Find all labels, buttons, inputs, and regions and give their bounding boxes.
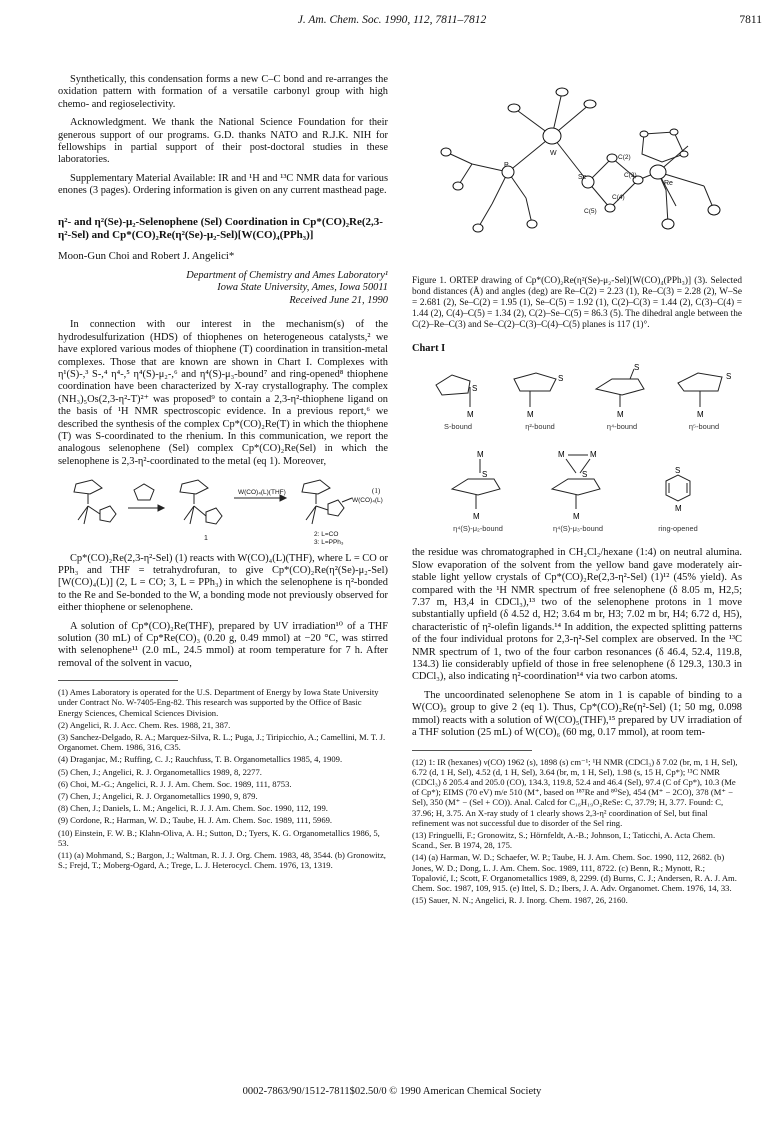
ortep-drawing [412,74,742,270]
chart-i-title: Chart I [412,343,446,354]
eta2-atom-m: M [527,410,534,420]
eta4-mu2-atom-m: M [473,512,480,522]
footnote: (15) Sauer, N. N.; Angelici, R. J. Inorg. Chem. 1987, 26, 2160. [412,895,628,906]
reaction-scheme-drawing [58,474,388,540]
ortep-label-c5: C(5) [584,208,597,215]
page-number: 7811 [739,14,762,26]
eta2-bound-drawing [500,361,580,421]
structure-eta4-s-mu2-bound [432,447,524,535]
eta4-bound-drawing [582,361,662,421]
label-eta4-bound: η⁴-bound [606,422,638,432]
ortep-label-p: P [504,162,509,169]
chart-i-structures [412,361,742,547]
eq-compound-1: 1 [204,534,208,542]
ortep-label-re: Re [664,180,673,187]
footnote: (4) Draganjac, M.; Ruffing, C. J.; Rauchfuss, T. B. Organometallics 1985, 4, 1909. [58,754,343,765]
eta4-mu3-atom-s: S [582,470,588,480]
eta4-s-mu2-drawing [438,447,518,523]
ortep-label-c4: C(4) [612,194,625,201]
eta4-mu3-atom-m: M [573,512,580,522]
right-column [412,74,742,907]
authors: Moon-Gun Choi and Robert J. Angelici* [58,249,235,262]
structure-eta4-s-mu3-bound [532,447,624,535]
ortep-label-c2: C(2) [618,154,631,161]
eta4-mu2-atom-m-top: M [477,450,484,460]
label-eta5-bound: η⁵-bound [688,422,720,432]
body-paragraph-3: A solution of Cp*(CO)₂Re(THF), prepared by UV irradiation¹⁰ of a THF solution (30 mL) of Cp*Re(CO)₃ (0.20 g, 0.49 mmol) at −20 °C, was stirred with selenophene¹¹ (2.0 mL, 24.5 mmol) at room temperature for 7 h. After removal of the solvent in vacuo, [58,620,388,669]
eta5-atom-m: M [697,410,704,420]
label-eta4-s-mu2-bound: η⁴(S)-μ₂-bound [453,524,503,534]
ortep-label-w: W [550,150,557,157]
s-bound-drawing [418,361,498,421]
left-column [58,74,388,872]
footnote: (8) Chen, J.; Daniels, L. M.; Angelici, R. J. J. Am. Chem. Soc. 1990, 112, 199. [58,803,328,814]
eta4-mu3-atom-m-left: M [558,450,565,460]
structure-s-bound [412,361,504,433]
ortep-label-se: Se [578,174,587,181]
copyright-footer: 0002-7863/90/1512-7811$02.50/0 © 1990 American Chemical Society [242,1086,542,1097]
figure-1-caption: Figure 1. ORTEP drawing of Cp*(CO)₂Re(η²(Se)-μ₂-Sel)[W(CO)₄(PPh₃)] (3). Selected bond distances (Å) and angles (deg) are Re–C(2) = 2.23 (1), Re–C(3) = 2.28 (2), W–Se = 2.681 (2), Se–C(2) = 1.95 (1), Se–C(5) = 1.92 (1), C(2)–C(3) = 1.44 (2), C(3)–C(4) = 1.44 (2), C(4)–C(5) = 1.34 (2), C(2)–Se–C(5) = 86.3 (5). The dihedral angle between the C(2)–Re–C(3) and Se–C(2)–C(3)–C(4)–C(5) planes is 117 (1)°. [412,276,742,330]
footnote: (3) Sanchez-Delgado, R. A.; Marquez-Silva, R. L.; Puga, J.; Tiripicchio, A.; Camellini, M. T. J. Organomet. Chem. 1986, 316, C35. [58,732,386,753]
eq-reagent-label: W(CO)₄(L)(THF) [238,488,286,496]
eta4-mu3-atom-m-right: M [590,450,597,460]
ortep-label-c3: C(3) [624,172,637,179]
ring-opened-atom-s: S [675,466,681,476]
footnote: (7) Chen, J.; Angelici, R. J. Organometallics 1990, 9, 879. [58,791,258,802]
footnote: (13) Fringuelli, F.; Gronowitz, S.; Hörnfeldt, A.-B.; Johnson, I.; Taticchi, A. Acta Chem. Scand., Ser. B 1974, 28, 175. [412,829,716,851]
eta4-s-mu3-drawing [538,447,618,523]
footnotes-left [58,687,388,870]
equation-1-scheme [58,474,388,544]
eta4-mu2-atom-s: S [482,470,488,480]
received-date: Received June 21, 1990 [289,294,388,306]
affiliation-department: Department of Chemistry and Ames Laboratory¹ [186,270,388,282]
eq-product-ligand: W(CO)₄(L) [352,496,383,504]
body-paragraph-2: Cp*(CO)₂Re(2,3-η²-Sel) (1) reacts with W(CO)₄(L)(THF), where L = CO or PPh₃ and THF = tetrahydrofuran, to give Cp*(CO)₂Re(η²(Se)-μ₂-Sel)[W(CO)₄(L)] (2, L = CO; 3, L = PPh₃) in which the selenophene is η²-bonded to the Re and Se-bonded to the W, a bonding mode not previously observed for either thiophene or selenophene. [58,552,388,614]
body-paragraph-1: In connection with our interest in the mechanism(s) of the hydrodesulfurization (HDS) of thiophenes on heterogeneous catalysts,² we have explored various modes of thiophene (T) coordination in transition-metal complexes. Those that are known are shown in Chart I. Complexes with η¹(S)-,³ S-,⁴ η⁴-,⁵ η⁴(S)-μ₂-,⁶ and η⁴(S)-μ₃-bound⁷ and ring-opened⁸ thiophene coordination have been characterized by X-ray crystallography. The complex (NH₃)₅Os(2,3-η²-T)²⁺ was proposed⁹ to contain a 2,3-η²-thiophene ligand on the basis of ¹H NMR spectroscopic evidence. In a previous report,⁶ we described the synthesis of the complex Cp*(CO)₂Re(T) in which the thiophene (T) was S-coordinated to the rhenium. In this communication, we report the analogous selenophene (Sel) complex Cp*(CO)₂Re(Sel) in which the selenophene is 2,3-η²-coordinated to the metal (eq 1). Moreover, [58,319,388,467]
footnote: (1) Ames Laboratory is operated for the U.S. Department of Energy by Iowa State University under Contract No. W-7405-Eng-82. This research was supported by the Office of Basic Energy Sciences, Chemical Sciences Division. [58,687,379,718]
footnotes-right [412,757,742,906]
label-s-bound: S-bound [444,422,472,432]
eq-compound-2: 2: L=CO [314,530,339,538]
footnote: (12) 1: IR (hexanes) ν(CO) 1962 (s), 1898 (s) cm⁻¹; ¹H NMR (CDCl₃) δ 7.02 (br, m, 1 H, Sel), 6.72 (d, 1 H, Sel), 4.52 (d, 1 H, Sel), 3.64 (br, m, 1 H, Sel), 1.98 (s, 15 H, Cp*); ¹³C NMR (CDCl₃) δ 205.4 and 205.0 (CO), 134.3, 119.8, 52.4 and 46.4 (Sel), 97.4 (C of Cp*), 10.3 (Me of Cp*); EIMS (70 eV) m/e 510 (M⁺, based on ¹⁸⁷Re and ⁸⁰Se), 454 (M⁺ − 2CO), 378 (M⁺ − Sel), 350 (M⁺ − (Sel + CO)). Anal. Calcd for C₁₆H₁₉O₂ReSe: C, 37.79; H, 3.77. Found: C, 37.96; H, 3.75. An X-ray study of 1 clearly shows 2,3-η² coordination of Sel, but final refinement was not successful due to disorder of the Sel ring. [412,756,738,828]
label-eta2-bound: η²-bound [525,422,555,432]
supplementary-material: Supplementary Material Available: IR and ¹H and ¹³C NMR data for various enones (3 pages). Ordering information is given on any current masthead page. [58,172,388,197]
ring-opened-drawing [638,447,718,523]
s-bound-atom-s: S [472,384,478,394]
right-body-paragraph-2: The uncoordinated selenophene Se atom in 1 is capable of binding to a W(CO)₅ group to give 2 (eq 1). Thus, Cp*(CO)₂Re(η²-Sel) (1; 50 mg, 0.098 mmol) reacts with a solution of W(CO)₅(THF),¹⁵ prepared by UV irradiation of a THF solution (25 mL) of W(CO)₆ (60 mg, 0.17 mmol), at room tem- [412,689,742,739]
ortep-figure [412,74,742,270]
footnote-divider [58,680,178,681]
footnote: (9) Cordone, R.; Harman, W. D.; Taube, H. J. Am. Chem. Soc. 1989, 111, 5969. [58,815,333,826]
journal-citation: J. Am. Chem. Soc. 1990, 112, 7811–7812 [297,14,487,26]
ring-opened-atom-m: M [675,504,682,514]
eta4-atom-m: M [617,410,624,420]
structure-eta4-bound [576,361,668,433]
eta2-atom-s: S [558,374,564,384]
affiliation-university: Iowa State University, Ames, Iowa 50011 [217,282,388,294]
acknowledgment: Acknowledgment. We thank the National Science Foundation for their generous support of our programs. G.D. thanks NATO and R.J.K. NIH for fellowships in partial support of their post-doctoral studies in these laboratories. [58,117,388,166]
label-eta4-s-mu3-bound: η⁴(S)-μ₃-bound [553,524,603,534]
intro-paragraph: Synthetically, this condensation forms a new C–C bond and re-arranges the oxidation pattern with formation of a versatile carbonyl group with high chemo- and regioselectivity. [58,74,388,110]
eta5-atom-s: S [726,372,732,382]
footnote: (11) (a) Mohmand, S.; Bargon, J.; Waltman, R. J. J. Org. Chem. 1983, 48, 3544. (b) Gronowitz, S.; Frejd, T.; Moberg-Ogard, A.; Trege, L. J. Heterocycl. Chem. 1976, 13, 1319. [58,850,386,871]
running-header [0,14,784,32]
eta4-atom-s: S [634,363,640,373]
footnote: (14) (a) Harman, W. D.; Schaefer, W. P.; Taube, H. J. Am. Chem. Soc. 1990, 112, 2682. (b) Jones, W. D.; Dong, L. J. Am. Chem. Soc. 1989, 111, 8722. (c) Benn, R.; Mynott, R.; Topalović, I.; Scott, F. Organometallics 1989, 8, 2299. (d) Burns, C. J.; Andersen, R. A. J. Am. Chem. Soc. 1987, 109, 915. (e) Ittel, S. D.; Ibers, J. A. Adv. Organomet. Chem. 1976, 14, 33. [412,852,737,893]
structure-ring-opened [632,447,724,535]
eta5-bound-drawing [664,361,744,421]
eq-compound-3: 3: L=PPh₃ [314,538,344,546]
footnote-divider-right [412,750,532,751]
right-body-paragraph-1: the residue was chromatographed in CH₂Cl₂/hexane (1:4) on neutral alumina. Slow evaporation of the solvent from the yellow band gave moderately air-stable light yellow crystals of Cp*(CO)₂Re(2,3-η²-Sel) (1)¹² (45% yield). As compared with the ¹H NMR spectrum of free selenophene (δ 8.05 m, H2,5; 7.37 m, H3,4 in CDCl₃),¹³ two of the selenophene protons in 1 move substantially upfield (δ 4.52 d, H2; 3.64 m br, H3; 7.02 m br, H4; 6.72 d, H5), characteristic of η²-olefin ligands.¹⁴ In addition, the expected splitting patterns of the four individual protons for 2,3-η²-Sel complex are observed. In the ¹³C NMR spectrum of 1, two of the four carbon resonances (δ 46.4, 52.4, 119.8, 134.3) lie considerably upfield of those in free selenophene (δ 129.3, 130.3 in CDCl₃), also indicating η²-coordination¹⁴ via two carbon atoms. [412,547,742,683]
eq-number: (1) [372,486,381,495]
footnote: (5) Chen, J.; Angelici, R. J. Organometallics 1989, 8, 2277. [58,766,262,777]
structure-eta2-bound [494,361,586,433]
affiliation [58,270,388,307]
footnote: (10) Einstein, F. W. B.; Klahn-Oliva, A. H.; Sutton, D.; Tyers, K. G. Organometallics 1986, 5, 53. [58,827,380,848]
structure-eta5-bound [658,361,750,433]
s-bound-atom-m: M [467,410,474,420]
footnote: (6) Choi, M.-G.; Angelici, R. J. J. Am. Chem. Soc. 1989, 111, 8753. [58,778,292,789]
article-title: η²- and η²(Se)-μ₂-Selenophene (Sel) Coordination in Cp*(CO)₂Re(2,3-η²-Sel) and Cp*(CO)₂Re(η²(Se)-μ₂-Sel)[W(CO)₄(PPh₃)] [58,215,383,241]
footnote: (2) Angelici, R. J. Acc. Chem. Res. 1988, 21, 387. [58,719,231,730]
label-ring-opened: ring-opened [658,524,698,534]
